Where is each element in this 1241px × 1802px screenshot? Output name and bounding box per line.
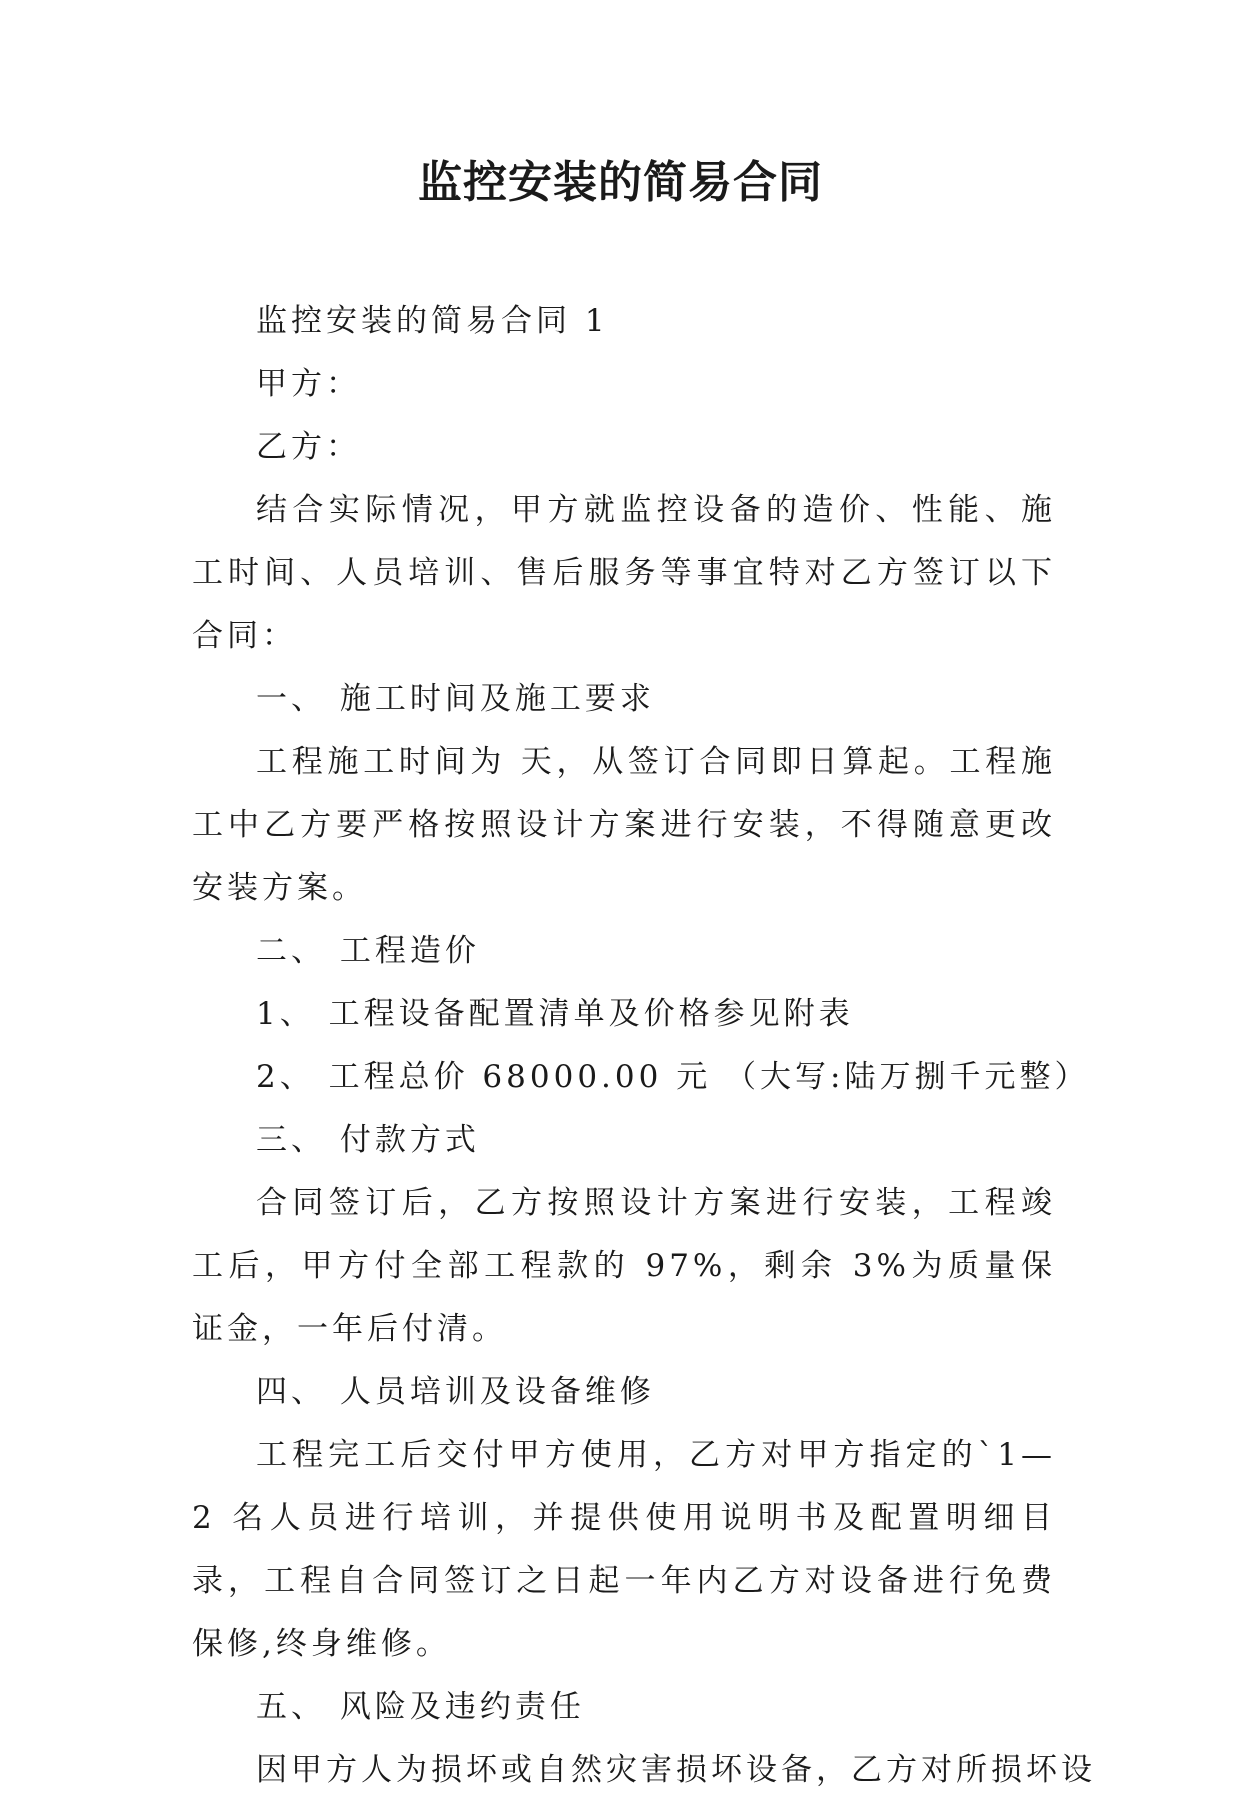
party-a-line: 甲方：: [256, 366, 361, 402]
section-5-heading: 五、 风险及违约责任: [256, 1689, 585, 1725]
section-2-item-2: 2、 工程总价 68000.00 元 （大写:陆万捌千元整）: [256, 1059, 1090, 1095]
party-b-line: 乙方：: [256, 429, 361, 465]
section-3-paragraph: 合同签订后，乙方按照设计方案进行安装，工程竣工后，甲方付全部工程款的 97%，剩余 3%为质量保证金，一年后付清。: [192, 1185, 1056, 1347]
section-4-paragraph: 工程完工后交付甲方使用，乙方对甲方指定的`1—2 名人员进行培训，并提供使用说明书及配置明细目录，工程自合同签订之日起一年内乙方对设备进行免费保修,终身维修。: [192, 1437, 1056, 1662]
section-1-heading: 一、 施工时间及施工要求: [256, 681, 655, 717]
section-2-heading: 二、 工程造价: [256, 933, 480, 969]
document-title: 监控安装的简易合同: [418, 157, 823, 208]
intro-paragraph: 结合实际情况，甲方就监控设备的造价、性能、施工时间、人员培训、售后服务等事宜特对乙方签订以下合同：: [192, 492, 1056, 654]
document-body: [192, 290, 1096, 1802]
section-1-paragraph: 工程施工时间为 天，从签订合同即日算起。工程施工中乙方要严格按照设计方案进行安装，不得随意更改安装方案。: [192, 744, 1056, 906]
section-4-heading: 四、 人员培训及设备维修: [256, 1374, 655, 1410]
section-5-paragraph: 因甲方人为损坏或自然灾害损坏设备，乙方对所损坏设: [256, 1752, 1096, 1788]
section-3-heading: 三、 付款方式: [256, 1122, 480, 1158]
contract-subtitle: 监控安装的简易合同 1: [256, 303, 609, 339]
section-2-item-1: 1、 工程设备配置清单及价格参见附表: [256, 996, 854, 1032]
